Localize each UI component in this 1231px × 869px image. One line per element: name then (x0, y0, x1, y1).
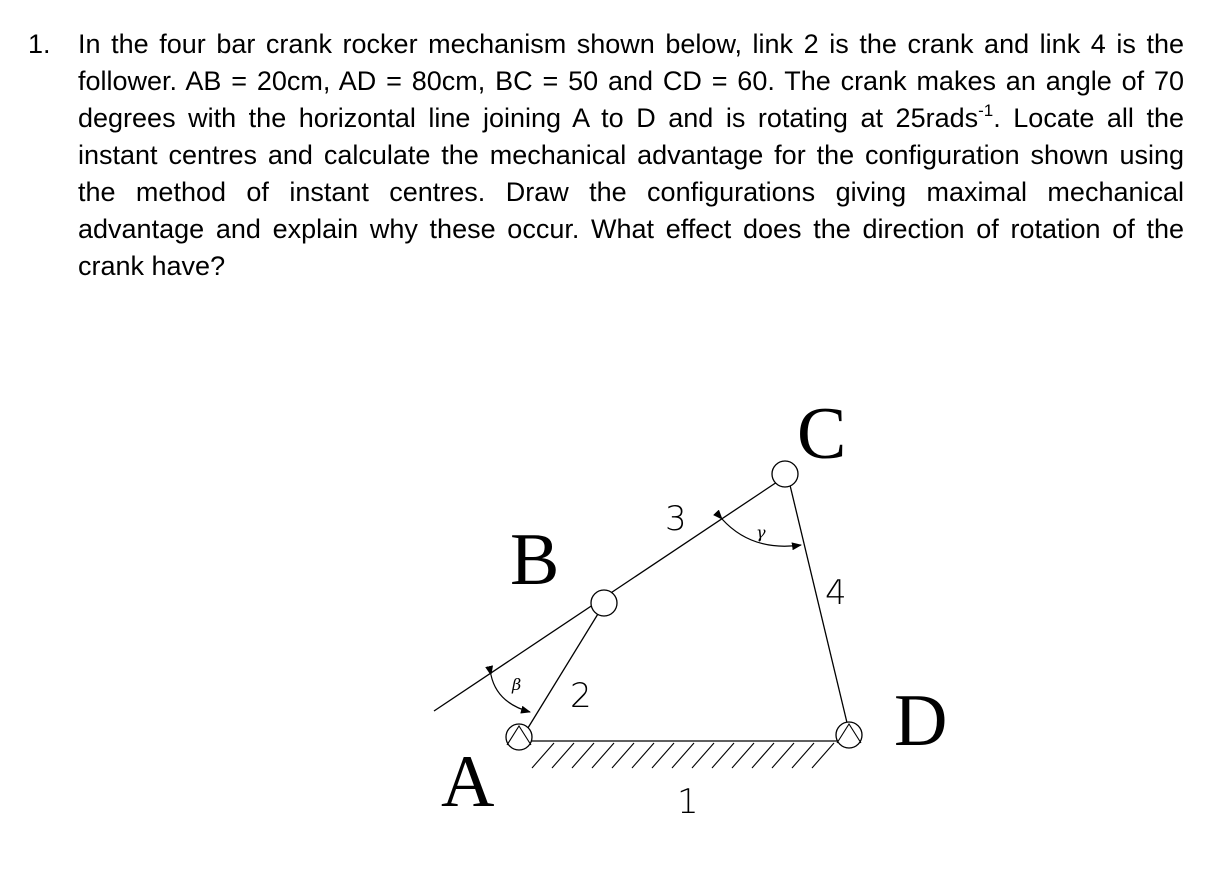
joint-c-label: C (797, 393, 847, 475)
question-text-part2: . Locate all the instant centres and calculate the mechanical advantage for the configuration shown using the method of instant centres. Draw the configurations giving maximal mechanical advantage and explain why these occur. What effect does the direction of rotation of the crank have? (78, 103, 1184, 281)
link-4-label: 4 (825, 573, 847, 613)
beta-angle-arc (491, 675, 530, 712)
ground-hatching (532, 743, 834, 768)
ground-link (520, 741, 848, 768)
question-text-part1: In the four bar crank rocker mechanism shown below, link 2 is the crank and link 4 is the follower. AB = 20cm, AD = 80cm, BC = 50 and CD = 60. The crank makes an angle of 70 degrees with the horizontal line joining A to D and is rotating at 25rads (78, 29, 1184, 133)
joint-a-pin (506, 724, 532, 750)
joint-b-label: B (510, 519, 560, 601)
link-3-label: 3 (665, 499, 687, 539)
joint-b-pin (591, 590, 617, 616)
joint-d-label: D (894, 680, 948, 762)
joint-c-pin (772, 461, 798, 487)
beta-angle-label: β (512, 675, 522, 694)
crank-link (523, 609, 601, 736)
link-1-label: 1 (677, 782, 699, 822)
question-number: 1. (28, 29, 51, 59)
joint-a-label: A (441, 741, 495, 823)
link-2-label: 2 (570, 676, 592, 716)
joint-d-pin (836, 722, 862, 748)
gamma-angle-label: γ (756, 523, 766, 542)
question-text-superscript: -1 (978, 101, 994, 120)
